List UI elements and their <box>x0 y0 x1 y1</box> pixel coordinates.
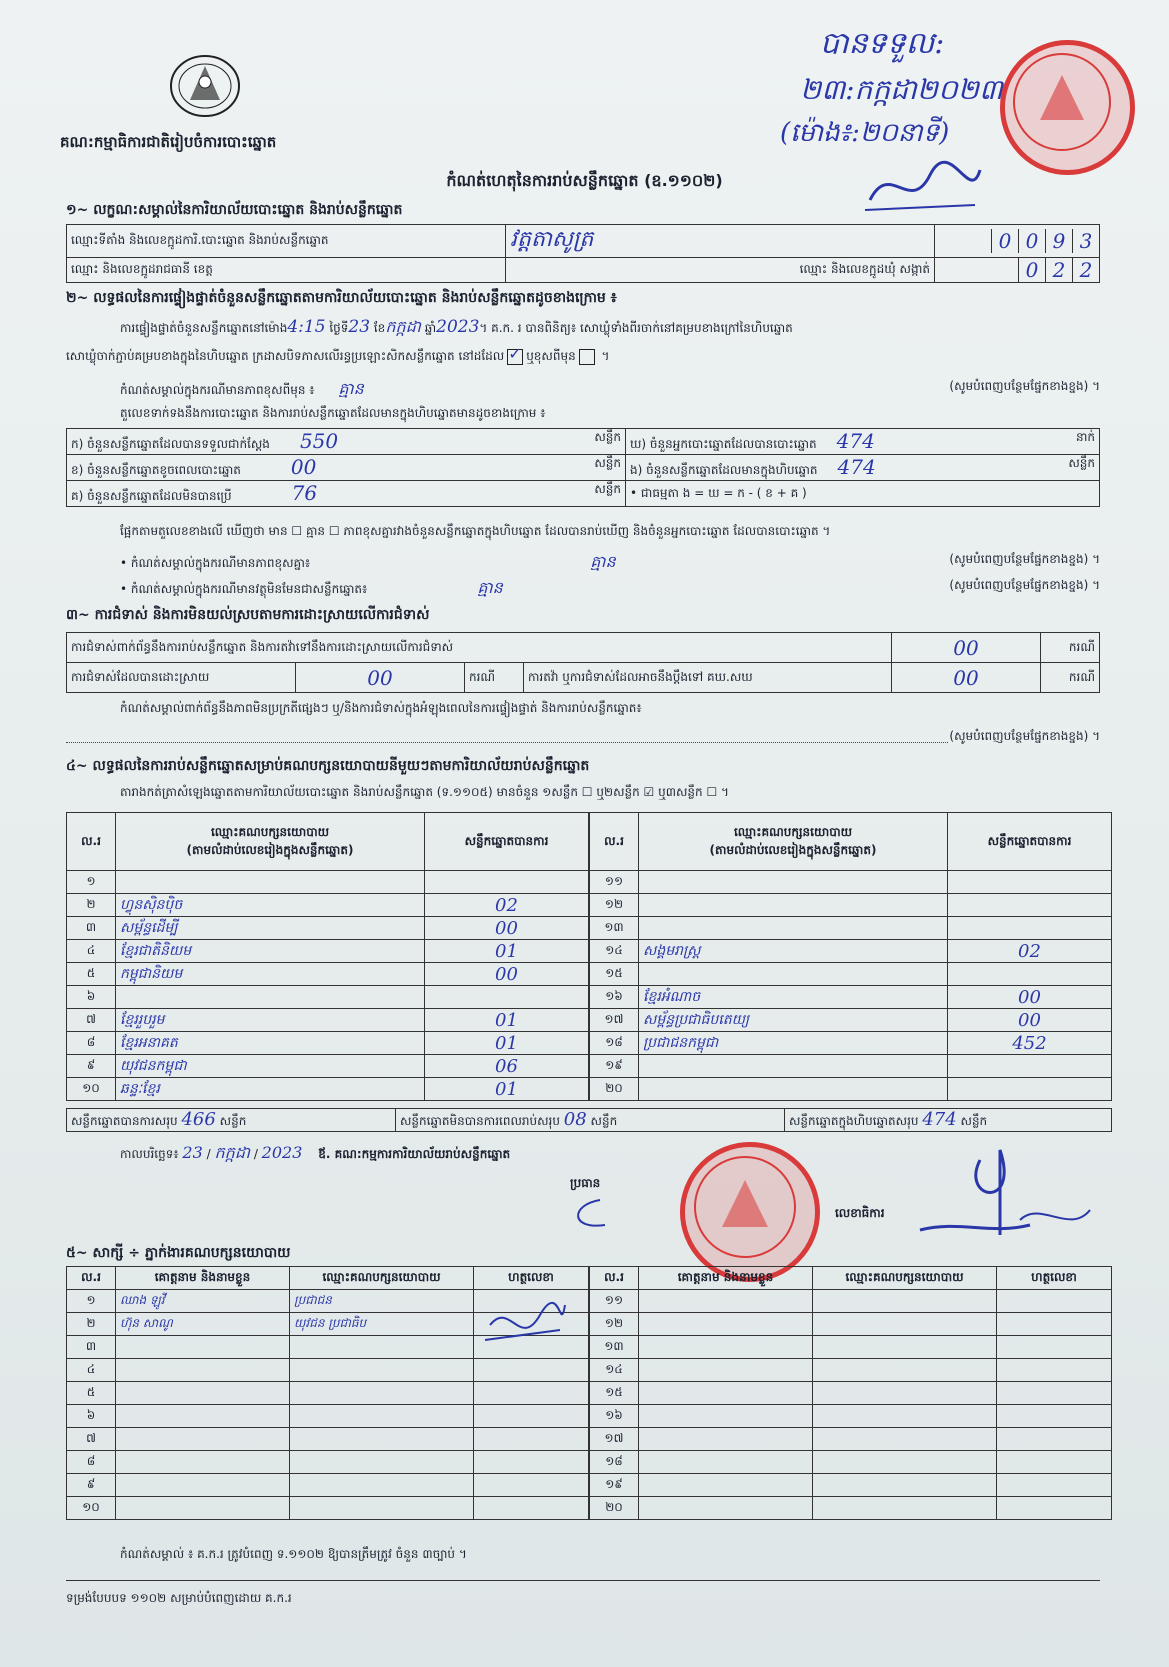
party-row <box>67 894 589 917</box>
s1-row2-label: ឈ្មោះ និងលេខក្អូដរាជធានី ខេត្ត <box>67 258 506 283</box>
section3-table: ការជំទាស់ពាក់ព័ន្ធនឹងការរាប់សន្លឹកឆ្នោត និងការតវ៉ាទៅនឹងការដោះស្រាយលើការជំទាស់ 00 ករណី ការជំទាស់ដែលបានដោះស្រាយ 00 ករណី ការតវ៉ា ឬការជំទាស់ដែលអាចនឹងប្តឹងទៅ គឃ.សឃ 00 ករណី <box>66 632 1100 693</box>
witness-row-name: ហ៊ុន សាណូ <box>116 1313 290 1336</box>
witness-signature <box>480 1295 570 1359</box>
s3-row1-value: 00 <box>892 633 1041 663</box>
witness-row-sign <box>997 1290 1112 1313</box>
party-row-no: ១២ <box>590 894 639 917</box>
s2-formula: • ជាធម្មតា ង = ឃ = ក - ( ខ + គ ) <box>626 481 1100 507</box>
s2-bullet2: • កំណត់សម្គាល់ក្នុងករណីមានវត្ថុមិនមែនជាសន្លឹកឆ្នោត៖ គ្មាន (សូមបំពេញបន្ថែមផ្នែកខាងខ្នង) ។ <box>120 578 1100 597</box>
witness-row <box>67 1382 589 1405</box>
party-row-name: សម្ព័ន្ធដើម្បី <box>116 917 425 940</box>
party-row-name: ខ្មែររួបរួម <box>116 1009 425 1032</box>
s3-note: កំណត់សម្គាល់ពាក់ព័ន្ធនឹងភាពមិនប្រក្រតីផ្សេងៗ ឬ/និងការជំទាស់ក្នុងអំឡុងពេលនៃការផ្ទៀងផ្ទាត់ និងការរាប់សន្លឹកឆ្នោត៖ <box>120 701 642 715</box>
witness-row-party <box>290 1474 474 1497</box>
witness-row-sign <box>997 1405 1112 1428</box>
party-row <box>590 1032 1112 1055</box>
party-row-votes <box>948 871 1112 894</box>
section1-title: ១~ លក្ខណ:សម្គាល់នៃការិយាល័យបោះឆ្នោត និងរាប់សន្លឹកឆ្នោត <box>66 202 403 218</box>
s1-row2-code: 0 2 2 <box>935 258 1100 283</box>
party-row-votes <box>948 917 1112 940</box>
witness-row-sign <box>474 1382 589 1405</box>
s5-left-table: ល.រ គោត្តនាម និងនាមខ្លួន ឈ្មោះគណបក្សនយោបាយ ហត្ថលេខា ១ ឈាង ឡូវី ប្រជាជន ២ ហ៊ុន សាណូ យុវជន ប្រជាធិប ៣ ៤ ៥ ៦ ៧ ៨ ៩ ១០ <box>66 1266 589 1520</box>
witness-row-name <box>116 1405 290 1428</box>
party-row-no: ១៤ <box>590 940 639 963</box>
witness-row-name <box>116 1451 290 1474</box>
witness-row-party <box>290 1405 474 1428</box>
party-row-name: ខ្មែរអំណាច <box>639 986 948 1009</box>
witness-row-sign <box>997 1359 1112 1382</box>
s4-chair-label: ប្រធាន <box>570 1176 601 1190</box>
party-row-votes: 00 <box>948 986 1112 1009</box>
party-row-name: កម្ពុជានិយម <box>116 963 425 986</box>
witness-row-sign <box>997 1451 1112 1474</box>
witness-row-no: ៨ <box>67 1451 116 1474</box>
received-note: បានទទួល: <box>820 26 945 61</box>
party-row-votes: 00 <box>425 963 589 986</box>
witness-row-name <box>116 1474 290 1497</box>
witness-row-party <box>813 1382 997 1405</box>
s2-line2: សោឃ្លុំចាក់ភ្ជាប់គម្របខាងក្នុងនៃហិបឆ្នោត ក្រដាសបិទភាសលើរន្ធប្រឡោះសិកសន្លឹកឆ្នោត នៅដដែល✓ ឬខុសពីមុន ។ <box>66 348 609 366</box>
witness-row <box>67 1497 589 1520</box>
witness-row-no: ១១ <box>590 1290 639 1313</box>
witness-row-no: ៦ <box>67 1405 116 1428</box>
party-row-votes: 02 <box>425 894 589 917</box>
chair-signature <box>560 1195 620 1239</box>
emblem-logo <box>168 52 242 120</box>
section3-title: ៣~ ការជំទាស់ និងការមិនយល់ស្របតាមការដោះស្រាយលើការជំទាស់ <box>66 607 430 623</box>
witness-row-name <box>639 1497 813 1520</box>
s2-gh-value: 474 <box>836 429 875 453</box>
witness-row-party <box>290 1497 474 1520</box>
party-row <box>590 894 1112 917</box>
witness-row-sign <box>474 1405 589 1428</box>
party-row <box>67 1055 589 1078</box>
footer-divider <box>66 1580 1100 1581</box>
s2-ng-value: 474 <box>837 455 876 479</box>
party-row-no: ៣ <box>67 917 116 940</box>
s2-day: 23 <box>348 317 371 337</box>
party-row-no: ២ <box>67 894 116 917</box>
party-row <box>590 940 1112 963</box>
s2-bullet1: • កំណត់សម្គាល់ក្នុងករណីមានភាពខុសគ្នា៖ គ្មាន (សូមបំពេញបន្ថែមផ្នែកខាងខ្នង) ។ <box>120 552 1100 571</box>
s4-total-box: សន្លឹកឆ្នោតក្នុងហិបឆ្នោតសរុប 474 សន្លឹក <box>785 1109 1112 1132</box>
party-row-votes: 06 <box>425 1055 589 1078</box>
s5-right-table: ល.រ គោត្តនាម និងនាមខ្លួន ឈ្មោះគណបក្សនយោបាយ ហត្ថលេខា ១១ ១២ ១៣ ១៤ ១៥ ១៦ ១៧ ១៨ ១៩ ២០ <box>589 1266 1112 1520</box>
witness-row-party <box>813 1336 997 1359</box>
witness-row-no: ១៣ <box>590 1336 639 1359</box>
party-row-no: ៦ <box>67 986 116 1009</box>
s2-bullet2-value: គ្មាន <box>477 578 503 597</box>
party-row-no: ១៩ <box>590 1055 639 1078</box>
s4-total-valid: សន្លឹកឆ្នោតបានការសរុប 466 សន្លឹក <box>67 1109 396 1132</box>
section5-tables <box>66 1266 1112 1520</box>
witness-row <box>67 1428 589 1451</box>
s2-ng-row: ង) ចំនួនសន្លឹកឆ្នោតដែលមានក្នុងហិបឆ្នោត 474 សន្លឹក <box>626 455 1100 481</box>
witness-row-sign <box>474 1474 589 1497</box>
witness-row-name <box>116 1359 290 1382</box>
witness-row-no: ៣ <box>67 1336 116 1359</box>
witness-row-name <box>639 1313 813 1336</box>
party-row-name: ខ្មែរអនាគត <box>116 1032 425 1055</box>
witness-row-no: ១៧ <box>590 1428 639 1451</box>
witness-row-name <box>639 1474 813 1497</box>
party-row-name: ប្រជាជនកម្ពុជា <box>639 1032 948 1055</box>
witness-row-no: ១២ <box>590 1313 639 1336</box>
party-row-name <box>639 871 948 894</box>
witness-row <box>67 1474 589 1497</box>
party-row-name: សង្គមរាស្ត្រ <box>639 940 948 963</box>
official-stamp-top <box>1000 40 1135 175</box>
party-row-votes: 02 <box>948 940 1112 963</box>
party-row <box>67 940 589 963</box>
witness-row-party <box>813 1474 997 1497</box>
s2-gh-row: ឃ) ចំនួនអ្នកបោះឆ្នោតដែលបានបោះឆ្នោត 474 នាក់ <box>626 429 1100 455</box>
s2-g-row: គ) ចំនួនសន្លឹកឆ្នោតដែលមិនបានប្រើ 76 សន្លឹក <box>67 481 626 507</box>
witness-row-sign <box>474 1359 589 1382</box>
party-row-no: ១៨ <box>590 1032 639 1055</box>
s3-row2-mid: ការតវ៉ា ឬការជំទាស់ដែលអាចនឹងប្តឹងទៅ គឃ.សឃ <box>524 663 892 693</box>
witness-row-no: ១០ <box>67 1497 116 1520</box>
s3-note-line: (សូមបំពេញបន្ថែមផ្នែកខាងខ្នង) ។ <box>66 728 1100 743</box>
s2-bullet1-value: គ្មាន <box>590 552 616 571</box>
party-row <box>590 986 1112 1009</box>
witness-row <box>67 1405 589 1428</box>
witness-row-sign <box>474 1497 589 1520</box>
witness-row-no: ១៦ <box>590 1405 639 1428</box>
party-row <box>590 1055 1112 1078</box>
party-row-no: ១៥ <box>590 963 639 986</box>
witness-row-name <box>639 1451 813 1474</box>
witness-row <box>590 1313 1112 1336</box>
witness-row-party <box>813 1497 997 1520</box>
witness-row-name <box>639 1382 813 1405</box>
witness-row <box>67 1359 589 1382</box>
party-row-name <box>116 871 425 894</box>
party-row-no: ១៦ <box>590 986 639 1009</box>
s3-row2-value2: 00 <box>892 663 1041 693</box>
witness-row-name <box>639 1428 813 1451</box>
s2-intro: តួលេខទាក់ទងនឹងការបោះឆ្នោត និងការរាប់សន្លឹកឆ្នោតដែលមានក្នុងហិបឆ្នោតមានដូចខាងក្រោម ៖ <box>120 406 546 420</box>
s2-compare-line: ផ្អែកតាមតួលេខខាងលើ ឃើញថា មាន ☐ គ្មាន ☐ ភាពខុសគ្នារវាងចំនួនសន្លឹកឆ្នោតក្នុងហិបឆ្នោត ដែលបានរាប់ឃើញ និងចំនួនអ្នកបោះឆ្នោត ដែលបានបោះឆ្នោត ។ <box>120 524 831 538</box>
s2-g-value: 76 <box>291 481 318 505</box>
witness-row-party <box>813 1313 997 1336</box>
s2-kh-row: ខ) ចំនួនសន្លឹកឆ្នោតខូចពេលបោះឆ្នោត 00 សន្លឹក <box>67 455 626 481</box>
witness-row-no: ៥ <box>67 1382 116 1405</box>
party-row-votes: 01 <box>425 1009 589 1032</box>
s4-left-table: ល.រ ឈ្មោះគណបក្សនយោបាយ (តាមលំដាប់លេខរៀងក្នុងសន្លឹកឆ្នោត) សន្លឹកឆ្នោតបានការ ១ ២ ហ្វុនស៊ិនប៉ិច 02 ៣ សម្ព័ន្ធដើម្បី 00 ៤ ខ្មែរជាតិនិយម 01 ៥ កម្ពុជានិយម 00 ៦ ៧ ខ្មែររួបរួម 01 ៨ ខ្មែរអនាគត 01 ៩ យុវជនកម្ពុជា 06 ១០ ឆន្ទៈខ្មែរ 01 <box>66 812 589 1101</box>
s4-total-invalid: សន្លឹកឆ្នោតមិនបានការពេលរាប់សរុប 08 សន្លឹក <box>396 1109 785 1132</box>
party-row-votes <box>948 1055 1112 1078</box>
s4-totals-row <box>66 1108 1112 1132</box>
witness-row-sign <box>997 1474 1112 1497</box>
s3-row2-value: 00 <box>296 663 465 693</box>
s2-figures-table <box>66 428 1100 507</box>
party-row-name <box>639 917 948 940</box>
party-row-votes: 01 <box>425 940 589 963</box>
section2-title: ២~ លទ្ធផលនៃការផ្ទៀងផ្ទាត់ចំនួនសន្លឹកឆ្នោតតាមការិយាល័យបោះឆ្នោត និងរាប់សន្លឹកឆ្នោតដូចខាងក្រោម ៖ <box>66 290 617 306</box>
s4-right-table: ល.រ ឈ្មោះគណបក្សនយោបាយ (តាមលំដាប់លេខរៀងក្នុងសន្លឹកឆ្នោត) សន្លឹកឆ្នោតបានការ ១១ ១២ ១៣ ១៤ សង្គមរាស្ត្រ 02 ១៥ ១៦ ខ្មែរអំណាច 00 ១៧ សម្ព័ន្ធប្រជាធិបតេយ្យ 00 ១៨ ប្រជាជនកម្ពុជា 452 ១៩ ២០ <box>589 812 1112 1101</box>
s1-row1-value: វត្តតាសូត្រ <box>506 225 935 258</box>
s2-k-value: 550 <box>299 429 339 453</box>
party-row-name <box>639 1078 948 1101</box>
s2-note-value: គ្មាន <box>338 379 364 398</box>
witness-row-sign <box>997 1336 1112 1359</box>
party-row-votes: 00 <box>948 1009 1112 1032</box>
party-row <box>590 871 1112 894</box>
s4-secretary-label: លេខាធិការ <box>835 1206 885 1220</box>
party-row-name: សម្ព័ន្ធប្រជាធិបតេយ្យ <box>639 1009 948 1032</box>
section5-title: ៥~ សាក្សី ÷ ភ្នាក់ងារគណបក្សនយោបាយ <box>66 1245 291 1261</box>
witness-row <box>590 1451 1112 1474</box>
party-row-name: ឆន្ទៈខ្មែរ <box>116 1078 425 1101</box>
party-row-votes <box>948 1078 1112 1101</box>
s2-month: កក្កដា <box>385 317 421 336</box>
witness-row-no: ១៩ <box>590 1474 639 1497</box>
witness-row-name <box>116 1382 290 1405</box>
party-row-name: ហ្វុនស៊ិនប៉ិច <box>116 894 425 917</box>
party-row <box>67 986 589 1009</box>
s1-row1-code: 0 0 9 3 <box>935 225 1100 258</box>
party-row-votes: 452 <box>948 1032 1112 1055</box>
witness-row <box>67 1451 589 1474</box>
footer-form-ref: ទម្រង់បែបបទ ១១០២ សម្រាប់បំពេញដោយ គ.ក.រ <box>66 1591 292 1605</box>
witness-row-name <box>116 1497 290 1520</box>
party-row-votes <box>425 986 589 1009</box>
s3-row1-label: ការជំទាស់ពាក់ព័ន្ធនឹងការរាប់សន្លឹកឆ្នោត និងការតវ៉ាទៅនឹងការដោះស្រាយលើការជំទាស់ <box>67 633 892 663</box>
party-row-no: ១០ <box>67 1078 116 1101</box>
s2-kh-value: 00 <box>290 455 317 479</box>
witness-row-name <box>639 1290 813 1313</box>
witness-row <box>590 1428 1112 1451</box>
witness-row-no: ២០ <box>590 1497 639 1520</box>
witness-row-party <box>290 1359 474 1382</box>
witness-row-no: ១ <box>67 1290 116 1313</box>
party-row-votes <box>948 894 1112 917</box>
witness-row-no: ១៥ <box>590 1382 639 1405</box>
party-row-name <box>639 1055 948 1078</box>
form-title: កំណត់ហេតុនៃការរាប់សន្លឹកឆ្នោត (ឧ.១១០២) <box>446 171 723 190</box>
party-row-no: ១ <box>67 871 116 894</box>
witness-row-party <box>813 1451 997 1474</box>
party-row-votes: 00 <box>425 917 589 940</box>
witness-row <box>590 1290 1112 1313</box>
s1-row2-mid-label: ឈ្មោះ និងលេខក្អូដឃុំ សង្កាត់ <box>506 258 935 283</box>
different-checkbox[interactable] <box>579 349 595 365</box>
witness-row-party: យុវជន ប្រជាធិប <box>290 1313 474 1336</box>
witness-row-party <box>813 1290 997 1313</box>
party-row <box>67 1078 589 1101</box>
witness-row-party <box>813 1428 997 1451</box>
s1-row1-label: ឈ្មោះទីតាំង និងលេខក្អូដការិ.បោះឆ្នោត និងរាប់សន្លឹកឆ្នោត <box>67 225 506 258</box>
party-row-no: ២០ <box>590 1078 639 1101</box>
party-row-votes <box>948 963 1112 986</box>
s2-time: 4:15 <box>287 317 326 337</box>
witness-row-no: ៤ <box>67 1359 116 1382</box>
same-checkbox[interactable] <box>507 349 523 365</box>
witness-row-name: ឈាង ឡូវី <box>116 1290 290 1313</box>
witness-row-name <box>639 1359 813 1382</box>
witness-row-name <box>116 1336 290 1359</box>
s4-date-line: កាលបរិច្ឆេទ៖ 23 / កក្កដា / 2023 ឪ. គណ:កម្មការការិយាល័យរាប់សន្លឹកឆ្នោត <box>120 1143 511 1162</box>
s2-line1: ការផ្ទៀងផ្ទាត់ចំនួនសន្លឹកឆ្នោតនៅម៉ោង4:15 ថ្ងៃទី23 ខែកក្កដា ឆ្នាំ2023។ គ.ក. រ បានពិនិត្យ៖ សោឃ្លុំទាំងពីរចាក់នៅគម្របខាងក្រៅនៃហិបឆ្នោត <box>120 317 793 337</box>
party-row-votes <box>425 871 589 894</box>
party-row-no: ១៧ <box>590 1009 639 1032</box>
s3-row2-label: ការជំទាស់ដែលបានដោះស្រាយ <box>67 663 296 693</box>
party-row <box>67 1009 589 1032</box>
party-row <box>590 1009 1112 1032</box>
witness-row-sign <box>474 1451 589 1474</box>
witness-row-name <box>116 1428 290 1451</box>
s2-k-row: ក) ចំនួនសន្លឹកឆ្នោតដែលបានទទួលជាក់ស្តែង 550 សន្លឹក <box>67 429 626 455</box>
party-row <box>590 963 1112 986</box>
witness-row <box>590 1382 1112 1405</box>
party-row-no: ៨ <box>67 1032 116 1055</box>
witness-row-sign <box>997 1428 1112 1451</box>
witness-row-party: ប្រជាជន <box>290 1290 474 1313</box>
witness-row <box>590 1336 1112 1359</box>
section1-table <box>66 224 1100 283</box>
witness-row-sign <box>997 1382 1112 1405</box>
witness-row-sign <box>474 1428 589 1451</box>
secretary-signature <box>900 1140 1100 1254</box>
witness-row-party <box>290 1382 474 1405</box>
party-row-name <box>116 986 425 1009</box>
section4-title: ៤~ លទ្ធផលនៃការរាប់សន្លឹកឆ្នោតសម្រាប់គណបក្សនយោបាយនីមួយៗតាមការិយាល័យរាប់សន្លឹកឆ្នោត <box>66 758 590 774</box>
org-name: គណ:កម្មាធិការជាតិរៀបចំការបោះឆ្នោត <box>60 133 277 151</box>
party-row-name <box>639 894 948 917</box>
witness-row-party <box>290 1428 474 1451</box>
witness-row-party <box>290 1336 474 1359</box>
witness-row-name <box>639 1336 813 1359</box>
party-row-name: ខ្មែរជាតិនិយម <box>116 940 425 963</box>
party-row-votes: 01 <box>425 1078 589 1101</box>
party-row <box>67 917 589 940</box>
witness-row-no: ៩ <box>67 1474 116 1497</box>
witness-row-party <box>813 1405 997 1428</box>
received-time: (ម៉ោង៖:២០នាទី) <box>780 118 950 148</box>
party-row-name: យុវជនកម្ពុជា <box>116 1055 425 1078</box>
party-row <box>590 1078 1112 1101</box>
witness-row <box>590 1497 1112 1520</box>
witness-row-name <box>639 1405 813 1428</box>
party-row-no: ១៣ <box>590 917 639 940</box>
witness-row-no: ៧ <box>67 1428 116 1451</box>
witness-row-party <box>813 1359 997 1382</box>
witness-row-sign <box>997 1313 1112 1336</box>
official-stamp-committee <box>680 1142 820 1282</box>
party-row-no: ១១ <box>590 871 639 894</box>
party-row <box>67 963 589 986</box>
s2-year: 2023 <box>436 317 480 337</box>
section4-tables <box>66 812 1112 1101</box>
s4-subtitle: តារាងកត់ត្រាសំឡេងឆ្នោតតាមការិយាល័យបោះឆ្នោត និងរាប់សន្លឹកឆ្នោត (ទ.១១០៥) មានចំនួន ១សន្លឹក ☐ ឬ២សន្លឹក ☑ ឬ៣សន្លឹក ☐ ។ <box>120 785 729 799</box>
party-row-name <box>639 963 948 986</box>
party-row-no: ៥ <box>67 963 116 986</box>
party-row-no: ៤ <box>67 940 116 963</box>
party-row-no: ៧ <box>67 1009 116 1032</box>
footer-note: កំណត់សម្គាល់ ៖ គ.ក.រ ត្រូវបំពេញ ទ.១១០២ ឱ្យបានត្រឹមត្រូវ ចំនួន ៣ច្បាប់ ។ <box>120 1547 467 1561</box>
witness-row-sign <box>997 1497 1112 1520</box>
witness-row-no: ២ <box>67 1313 116 1336</box>
party-row <box>67 1032 589 1055</box>
received-date: ២៣:កក្កដា២០២៣ <box>800 73 1003 106</box>
party-row-no: ៩ <box>67 1055 116 1078</box>
witness-row <box>590 1359 1112 1382</box>
witness-row-no: ១៨ <box>590 1451 639 1474</box>
party-row <box>67 871 589 894</box>
s2-note-line: កំណត់សម្គាល់ក្នុងករណីមានភាពខុសពីមុន ៖ គ្មាន (សូមបំពេញបន្ថែមផ្នែកខាងខ្នង) ។ <box>120 379 1100 398</box>
witness-row-party <box>290 1451 474 1474</box>
witness-row <box>590 1474 1112 1497</box>
party-row <box>590 917 1112 940</box>
witness-row-no: ១៤ <box>590 1359 639 1382</box>
witness-row <box>590 1405 1112 1428</box>
party-row-votes: 01 <box>425 1032 589 1055</box>
